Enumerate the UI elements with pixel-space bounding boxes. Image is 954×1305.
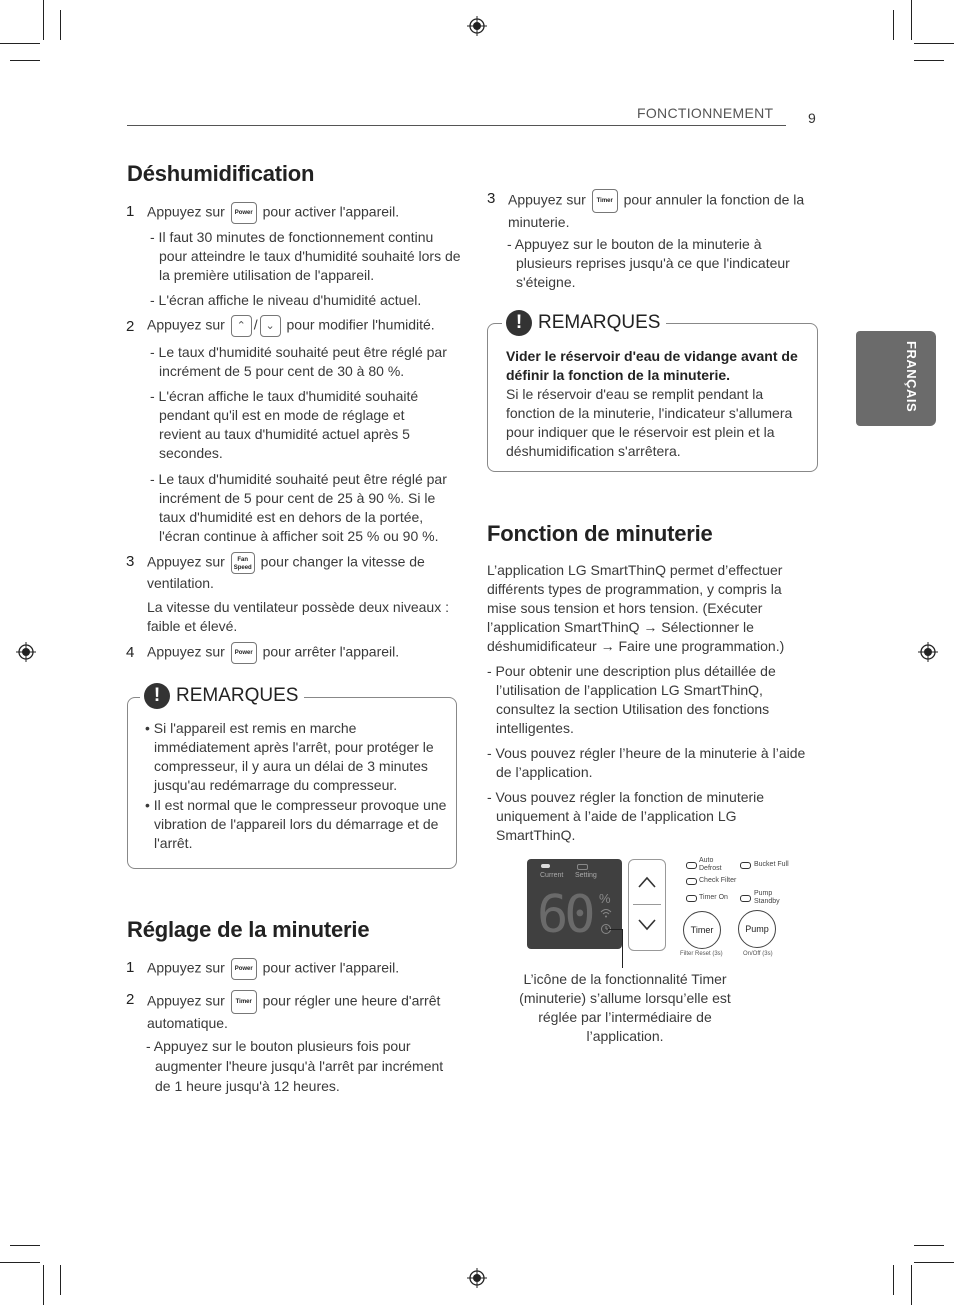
remarks-label: REMARQUES bbox=[176, 685, 299, 706]
chevron-up-icon bbox=[637, 875, 657, 889]
registration-mark-icon bbox=[918, 642, 938, 662]
indicator-dot bbox=[740, 862, 751, 869]
step-sub: - Il faut 30 minutes de fonctionnement continu pour atteindre le taux d'humidité souhaité lors de la première utilisation de l'appareil. bbox=[150, 229, 461, 283]
step-number: 1 bbox=[126, 203, 135, 220]
step-post: pour changer la vitesse de ventilation. bbox=[147, 553, 425, 591]
crop-mark bbox=[893, 1265, 894, 1295]
timer-setting-title: Réglage de la minuterie bbox=[127, 917, 370, 942]
power-button-icon: Power bbox=[231, 958, 257, 980]
step-post: pour arrêter l'appareil. bbox=[262, 643, 400, 660]
step-number: 2 bbox=[126, 991, 135, 1008]
indicator-label: Timer On bbox=[699, 894, 728, 901]
remarks-item: • Si l'appareil est remis en marche immédiatement après l'arrêt, pour protéger le compresseur, il y aura un délai de 3 minutes jusqu'au redémarrage du compresseur. bbox=[145, 720, 434, 793]
chevron-down-icon bbox=[637, 918, 657, 932]
remarks-label: REMARQUES bbox=[538, 312, 661, 333]
crop-mark bbox=[43, 0, 44, 40]
timer-button-icon: Timer bbox=[231, 990, 257, 1014]
timer-function-title: Fonction de minuterie bbox=[487, 521, 713, 546]
step-pre: Appuyez sur bbox=[147, 992, 225, 1009]
step-post: pour modifier l'humidité. bbox=[286, 316, 435, 333]
indicator-label: Auto Defrost bbox=[699, 857, 722, 872]
step-sub: - Appuyez sur le bouton plusieurs fois pour augmenter l'heure jusqu'à l'arrêt par incrément de 1 heure jusqu'à 12 heures. bbox=[146, 1038, 444, 1094]
indicator-dot bbox=[686, 895, 697, 902]
control-panel-display bbox=[527, 859, 622, 949]
step-text bbox=[147, 202, 467, 224]
header-rule bbox=[127, 125, 786, 126]
crop-mark bbox=[43, 1265, 44, 1305]
warning-icon: ! bbox=[506, 310, 532, 336]
setting-led bbox=[577, 864, 588, 870]
timer-callout-line bbox=[608, 929, 623, 930]
step-text bbox=[147, 990, 457, 1033]
crop-mark bbox=[10, 1245, 40, 1246]
step-pre: Appuyez sur bbox=[147, 643, 225, 660]
warning-icon: ! bbox=[144, 683, 170, 709]
remarks-title bbox=[140, 683, 304, 709]
dehumid-title: Déshumidification bbox=[127, 161, 315, 186]
timer-button-icon: Timer bbox=[592, 189, 618, 213]
down-arrow-icon: ⌄ bbox=[260, 315, 281, 337]
step-post: pour régler une heure d'arrêt automatique. bbox=[147, 992, 441, 1031]
current-led bbox=[541, 864, 550, 868]
power-button-icon: Power bbox=[231, 202, 257, 224]
up-arrow-icon: ⌃ bbox=[231, 315, 252, 337]
remarks-text: Si le réservoir d'eau se remplit pendant la fonction de la minuterie, l'indicateur s'allumera pour indiquer que le réservoir est plein et la déshumidification s'arrêtera. bbox=[506, 386, 793, 459]
figure-caption: L’icône de la fonctionnalité Timer (minuterie) s’allume lorsqu’elle est réglée par l’intermédiaire de l’application. bbox=[519, 971, 731, 1044]
arrow-buttons bbox=[628, 859, 666, 951]
language-tab-label: FRANÇAIS bbox=[904, 341, 919, 413]
step-sub: - Appuyez sur le bouton de la minuterie à plusieurs reprises jusqu'à ce que l'indicateur s'éteigne. bbox=[507, 236, 790, 290]
crop-mark bbox=[0, 1262, 40, 1263]
step-text bbox=[147, 958, 467, 980]
wifi-icon bbox=[600, 908, 612, 918]
crop-mark bbox=[10, 60, 40, 61]
step-pre: Appuyez sur bbox=[147, 316, 225, 333]
indicator-label: Pump Standby bbox=[754, 890, 780, 905]
step-number: 4 bbox=[126, 644, 135, 661]
pump-sublabel: On/Off (3s) bbox=[743, 951, 773, 957]
crop-mark bbox=[0, 43, 40, 44]
language-tab bbox=[856, 331, 936, 426]
fan-speed-button-icon: Fan Speed bbox=[231, 552, 255, 574]
timer-function-bullet: - Vous pouvez régler l’heure de la minuterie à l’aide de l’application. bbox=[487, 745, 806, 780]
step-pre: Appuyez sur bbox=[508, 191, 586, 208]
indicator-label: Check Filter bbox=[699, 877, 737, 884]
section-header: FONCTIONNEMENT bbox=[637, 105, 774, 121]
step-text bbox=[147, 552, 447, 593]
remarks-bold: Vider le réservoir d'eau de vidange avant de définir la fonction de la minuterie. bbox=[506, 348, 798, 383]
indicator-dot bbox=[740, 895, 751, 902]
registration-mark-icon bbox=[467, 16, 487, 36]
step-sub: - Le taux d'humidité souhaité peut être réglé par incrément de 5 pour cent de 30 à 80 %. bbox=[150, 344, 447, 379]
timer-function-intro: L’application LG SmartThinQ permet d’effectuer différents types de programmation, y compris la mise sous tension et hors tension. (Exécuter l’application SmartThinQ → Sélectionner le déshumidificateur → Faire une programmation.) bbox=[487, 562, 785, 654]
timer-function-bullet: - Pour obtenir une description plus détaillée de l’utilisation de l’application LG SmartThinQ, consultez la section Utilisation des fonctions intelligentes. bbox=[487, 663, 776, 736]
step-number: 3 bbox=[126, 553, 135, 570]
remarks-title bbox=[502, 310, 666, 336]
step-pre: Appuyez sur bbox=[147, 959, 225, 976]
step-number: 3 bbox=[487, 190, 496, 207]
indicator-label: Bucket Full bbox=[754, 861, 789, 868]
crop-mark bbox=[914, 60, 944, 61]
timer-function-bullet: - Vous pouvez régler la fonction de minuterie uniquement à l’aide de l’application LG SmartThinQ. bbox=[487, 789, 765, 843]
pump-panel-button: Pump bbox=[738, 910, 776, 948]
step-pre: Appuyez sur bbox=[147, 553, 225, 570]
step-post: pour activer l'appareil. bbox=[262, 959, 400, 976]
crop-mark bbox=[60, 1265, 61, 1295]
step-post: pour annuler la fonction de la minuterie. bbox=[508, 191, 805, 230]
crop-mark bbox=[914, 43, 954, 44]
step-number: 2 bbox=[126, 318, 135, 335]
timer-callout-line bbox=[622, 929, 623, 968]
step-post: pour activer l'appareil. bbox=[262, 203, 400, 220]
crop-mark bbox=[60, 10, 61, 40]
separator: / bbox=[253, 316, 258, 333]
crop-mark bbox=[893, 10, 894, 40]
registration-mark-icon bbox=[16, 642, 36, 662]
crop-mark bbox=[914, 1245, 944, 1246]
current-label: Current bbox=[540, 872, 564, 879]
step-note: La vitesse du ventilateur possède deux niveaux : faible et élevé. bbox=[147, 599, 449, 634]
step-text bbox=[147, 642, 467, 664]
crop-mark bbox=[911, 0, 912, 40]
step-sub: - L'écran affiche le niveau d'humidité actuel. bbox=[150, 292, 422, 308]
crop-mark bbox=[911, 1265, 912, 1305]
humidity-display: 60 bbox=[537, 885, 592, 945]
indicator-dot bbox=[686, 878, 697, 885]
arrow-divider bbox=[633, 904, 661, 905]
registration-mark-icon bbox=[467, 1268, 487, 1288]
page-number: 9 bbox=[808, 110, 816, 126]
step-sub: - L'écran affiche le taux d'humidité souhaité pendant qu'il est en mode de réglage et revient au taux d'humidité actuel après 5 secondes. bbox=[150, 388, 419, 461]
indicator-dot bbox=[686, 862, 697, 869]
step-sub: - Le taux d'humidité souhaité peut être réglé par incrément de 5 pour cent de 25 à 90 %. Si le taux d'humidité est en dehors de la portée, l'écran continue à afficher soit 25 % ou 90 %. bbox=[150, 471, 447, 544]
crop-mark bbox=[914, 1262, 954, 1263]
timer-panel-button: Timer bbox=[683, 911, 721, 949]
timer-sublabel: Filter Reset (3s) bbox=[680, 951, 723, 957]
setting-label: Setting bbox=[575, 872, 597, 879]
step-text bbox=[508, 189, 818, 232]
step-text bbox=[147, 315, 467, 337]
step-pre: Appuyez sur bbox=[147, 203, 225, 220]
step-number: 1 bbox=[126, 959, 135, 976]
power-button-icon: Power bbox=[231, 642, 257, 664]
remarks-item: • Il est normal que le compresseur provoque une vibration de l'appareil lors du démarrage et de l'arrêt. bbox=[145, 797, 447, 851]
percent-unit: % bbox=[599, 891, 611, 906]
